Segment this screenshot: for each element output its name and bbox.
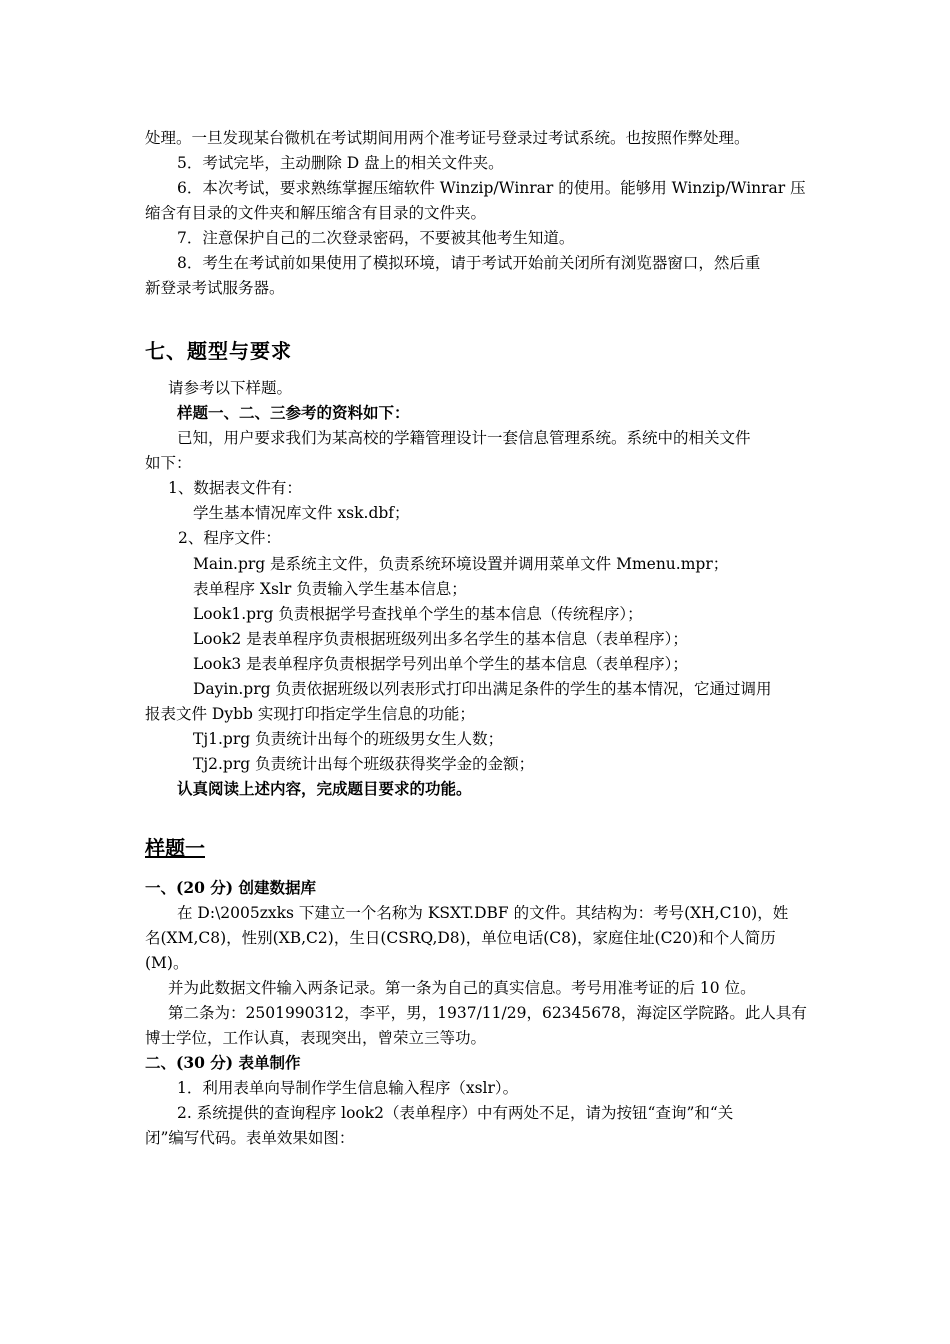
text-line: 名(XM,C8)，性别(XB,C2)，生日(CSRQ,D8)，单位电话(C8)，家庭住址(C20)和个人简历 (145, 929, 776, 947)
list-item: 表单程序 Xslr 负责输入学生基本信息； (193, 580, 467, 598)
text-line: 并为此数据文件输入两条记录。第一条为自己的真实信息。考号用准考证的后 10 位。 (168, 979, 756, 997)
text-line: 博士学位，工作认真，表现突出，曾荣立三等功。 (145, 1029, 487, 1047)
list-item: Dayin.prg 负责依据班级以列表形式打印出满足条件的学生的基本情况，它通过调用 (193, 680, 772, 698)
list-item: 2、程序文件： (178, 529, 281, 547)
rule-item-6: 6．本次考试，要求熟练掌握压缩软件 Winzip/Winrar 的使用。能够用 Winzip/Winrar 压 (177, 179, 806, 197)
text-line: 闭”编写代码。表单效果如图： (145, 1129, 355, 1147)
list-item: Tj2.prg 负责统计出每个班级获得奖学金的金额； (193, 755, 535, 773)
task-item-1: 1．利用表单向导制作学生信息输入程序（xslr）。 (177, 1079, 519, 1097)
list-item: Tj1.prg 负责统计出每个的班级男女生人数； (193, 730, 504, 748)
text-line: 在 D:\2005zxks 下建立一个名称为 KSXT.DBF 的文件。其结构为：考号(XH,C10)，姓 (177, 904, 789, 922)
text-line: 新登录考试服务器。 (145, 279, 285, 297)
materials-heading: 样题一、二、三参考的资料如下： (177, 403, 410, 422)
question-heading: 一、(20 分) 创建数据库 (145, 878, 317, 897)
instruction-line: 认真阅读上述内容，完成题目要求的功能。 (177, 779, 472, 798)
section-heading: 七、题型与要求 (145, 339, 292, 363)
sample-heading: 样题一 (145, 836, 205, 860)
text-line: 请参考以下样题。 (168, 379, 293, 397)
text-line: 缩含有目录的文件夹和解压缩含有目录的文件夹。 (145, 204, 487, 222)
text-line: (M)。 (145, 954, 189, 972)
text-line: 报表文件 Dybb 实现打印指定学生信息的功能； (145, 705, 475, 723)
question-heading: 二、(30 分) 表单制作 (145, 1053, 301, 1072)
list-item: 学生基本情况库文件 xsk.dbf； (193, 504, 410, 522)
list-item: 1、数据表文件有： (168, 479, 302, 497)
list-item: Main.prg 是系统主文件，负责系统环境设置并调用菜单文件 Mmenu.mpr； (193, 555, 729, 573)
text-line: 处理。一旦发现某台微机在考试期间用两个准考证号登录过考试系统。也按照作弊处理。 (145, 129, 750, 147)
text-line: 如下： (145, 454, 192, 472)
list-item: Look2 是表单程序负责根据班级列出多名学生的基本信息（表单程序）； (193, 630, 688, 648)
text-line: 第二条为：2501990312，李平，男，1937/11/29，62345678，海淀区学院路。此人具有 (168, 1004, 807, 1022)
rule-item-5: 5．考试完毕，主动删除 D 盘上的相关文件夹。 (177, 154, 504, 172)
rule-item-8: 8．考生在考试前如果使用了模拟环境，请于考试开始前关闭所有浏览器窗口，然后重 (177, 254, 761, 272)
list-item: Look1.prg 负责根据学号查找单个学生的基本信息（传统程序）； (193, 605, 643, 623)
rule-item-7: 7．注意保护自己的二次登录密码，不要被其他考生知道。 (177, 229, 575, 247)
list-item: Look3 是表单程序负责根据学号列出单个学生的基本信息（表单程序）； (193, 655, 688, 673)
task-item-2: 2. 系统提供的查询程序 look2（表单程序）中有两处不足，请为按钮“查询”和“关 (177, 1104, 734, 1122)
text-line: 已知，用户要求我们为某高校的学籍管理设计一套信息管理系统。系统中的相关文件 (177, 429, 751, 447)
